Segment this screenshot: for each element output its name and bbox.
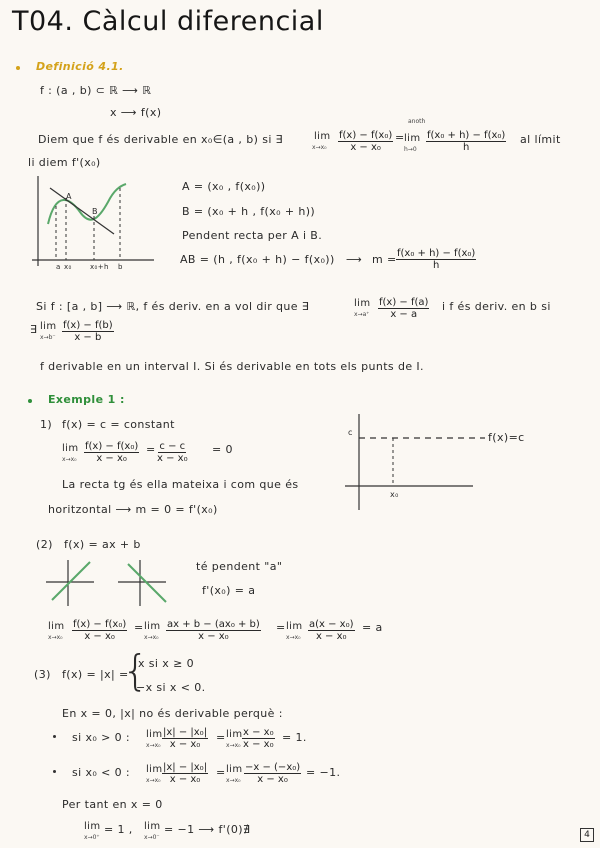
h-quotient	[426, 130, 506, 153]
limit-text: al límit	[520, 133, 561, 146]
e2-equals-2: =	[276, 621, 286, 634]
definition-label: Definició 4.1.	[36, 60, 124, 73]
e2-lim-3: lim	[286, 621, 303, 632]
e2-quotient-3	[308, 619, 355, 642]
slope-text: Pendent recta per A i B.	[182, 229, 323, 242]
e3-b1-quotient-2	[242, 727, 275, 750]
e3-b2-quotient-1	[162, 762, 208, 785]
derivative-name-text: li diem f'(x₀)	[28, 156, 101, 169]
lim-b-subscript: x→b⁻	[40, 334, 56, 341]
e3-lim-plus: lim	[84, 821, 101, 832]
e1-lim: lim	[62, 443, 79, 454]
e2-text-1: té pendent "a"	[196, 560, 283, 573]
e2-lim-2: lim	[144, 621, 161, 632]
e3-b2-lim-2-sub: x→x₀	[226, 777, 241, 784]
e1-text-2: horitzontal ⟶ m = 0 = f'(x₀)	[48, 503, 218, 516]
numerator: c − c	[159, 441, 186, 452]
e2-result: = a	[362, 621, 383, 634]
e2-definition: f(x) = ax + b	[64, 538, 141, 551]
e3-number: (3)	[34, 668, 51, 681]
label-b: b	[118, 263, 123, 271]
denominator: x − x₀	[169, 739, 201, 750]
e3-b1-lim-2: lim	[226, 729, 243, 740]
denominator: x − x₀	[84, 631, 115, 642]
c-label: c	[348, 428, 353, 437]
interval-text-1b: i f és deriv. en b si	[442, 300, 551, 313]
numerator: |x| − |x₀|	[163, 762, 208, 773]
interval-text-1: Si f : [a , b] ⟶ ℝ, f és deriv. en a vol dir que ∃	[36, 300, 310, 313]
equals-sign: =	[395, 131, 405, 144]
lim-h-symbol: lim	[404, 133, 421, 144]
numerator: x − x₀	[243, 727, 274, 738]
vector-AB: AB = (h , f(x₀ + h) − f(x₀))	[180, 253, 335, 266]
numerator: f(x) − f(x₀)	[85, 441, 139, 452]
interval-text-2: f derivable en un interval I. Si és derivable en tots els punts de I.	[40, 360, 424, 373]
x0-label: x₀	[390, 490, 399, 499]
e1-lim-sub: x→x₀	[62, 456, 77, 463]
e3-b1-lim-2-sub: x→x₀	[226, 742, 241, 749]
label-B: B	[92, 207, 98, 216]
e2-lim-3-sub: x→x₀	[286, 634, 301, 641]
numerator: a(x − x₀)	[309, 619, 354, 630]
numerator: −x − (−x₀)	[245, 762, 301, 773]
lim-symbol: lim	[314, 131, 331, 142]
map-line-2: x ⟶ f(x)	[110, 106, 162, 119]
e1-number: 1)	[40, 418, 53, 431]
brace-icon: {	[122, 646, 150, 695]
e3-final-1: = 1 ,	[104, 823, 133, 836]
line-graph-increasing	[46, 560, 106, 610]
denominator: x − x₀	[169, 774, 201, 785]
e3-case-1: x si x ≥ 0	[138, 657, 195, 670]
numerator: |x| − |x₀|	[163, 727, 208, 738]
e3-b1-lim-1-sub: x→x₀	[146, 742, 161, 749]
e3-bullet-1: si x₀ > 0 :	[72, 731, 131, 744]
e3-lim-plus-sub: x→0⁺	[84, 834, 100, 841]
e2-lim-2-sub: x→x₀	[144, 634, 159, 641]
e2-lim-1-sub: x→x₀	[48, 634, 63, 641]
numerator: f(x₀ + h) − f(x₀)	[427, 130, 506, 141]
bullet-icon	[53, 735, 56, 738]
fx-c-label: f(x)=c	[488, 431, 525, 444]
point-B: B = (x₀ + h , f(x₀ + h))	[182, 205, 316, 218]
e3-conclusion: Per tant en x = 0	[62, 798, 163, 811]
map-line-1: f : (a , b) ⊂ ℝ ⟶ ℝ	[40, 84, 152, 97]
numerator: f(x) − f(a)	[379, 297, 429, 308]
m-equals: m =	[372, 253, 397, 266]
bullet-icon	[16, 66, 20, 70]
bullet-icon	[53, 770, 56, 773]
constant-graph	[345, 414, 495, 514]
e1-quotient-2	[156, 441, 189, 464]
e3-b2-lim-2: lim	[226, 764, 243, 775]
lim-subscript: x→x₀	[312, 144, 327, 151]
numerator: f(x₀ + h) − f(x₀)	[397, 248, 476, 259]
function-curve	[48, 184, 126, 224]
point-A: A = (x₀ , f(x₀))	[182, 180, 266, 193]
denominator: x − x₀	[315, 631, 347, 642]
anoth-note: anoth	[408, 118, 426, 125]
e2-quotient-2	[166, 619, 261, 642]
denominator: x − x₀	[96, 453, 127, 464]
lim-h-subscript: h→0	[404, 146, 417, 153]
e3-b1-quotient-1	[162, 727, 208, 750]
right-derivative-quotient	[378, 297, 429, 320]
denominator: x − a	[390, 309, 418, 320]
left-derivative-quotient	[62, 320, 114, 343]
e3-b1-result: = 1.	[282, 731, 307, 744]
e3-b2-lim-1: lim	[146, 764, 163, 775]
e3-definition: f(x) = |x| =	[62, 668, 129, 681]
e2-quotient-1	[72, 619, 127, 642]
e3-b2-quotient-2	[244, 762, 301, 785]
e1-quotient-1	[84, 441, 139, 464]
secant-graph	[30, 176, 160, 276]
e1-result: = 0	[212, 443, 233, 456]
e2-equals-1: =	[134, 621, 144, 634]
e3-b2-result: = −1.	[306, 766, 341, 779]
label-x0h: x₀+h	[90, 263, 109, 271]
label-A: A	[66, 192, 72, 201]
e3-lim-minus: lim	[144, 821, 161, 832]
denominator: x − x₀	[350, 142, 381, 153]
exists-symbol: ∃	[30, 323, 38, 336]
lim-b-symbol: lim	[40, 321, 57, 332]
e3-case-2: −x si x < 0.	[136, 681, 206, 694]
numerator: f(x) − f(x₀)	[339, 130, 393, 141]
page-number: 4	[580, 828, 594, 842]
e3-lim-minus-sub: x→0⁻	[144, 834, 160, 841]
denominator: x − x₀	[198, 631, 229, 642]
lim-a-symbol: lim	[354, 298, 371, 309]
e2-number: (2)	[36, 538, 53, 551]
e2-text-2: f'(x₀) = a	[202, 584, 256, 597]
denominator: h	[432, 260, 440, 271]
example-label: Exemple 1 :	[48, 393, 125, 406]
e3-b2-equals: =	[216, 766, 226, 779]
line-graph-decreasing	[118, 560, 178, 610]
arrow: ⟶	[346, 253, 363, 266]
denominator: x − b	[74, 332, 102, 343]
slope-quotient	[396, 248, 476, 271]
denominator: x − x₀	[257, 774, 288, 785]
denominator: x − x₀	[157, 453, 188, 464]
derivable-definition-text: Diem que f és derivable en x₀∈(a , b) si ∃	[38, 133, 284, 146]
denominator: h	[462, 142, 470, 153]
e3-b1-equals: =	[216, 731, 226, 744]
e3-final-2: = −1 ⟶ f'(0)∄	[164, 823, 251, 836]
e3-bullet-2: si x₀ < 0 :	[72, 766, 131, 779]
e3-b2-lim-1-sub: x→x₀	[146, 777, 161, 784]
e1-text-1: La recta tg és ella mateixa i com que és	[62, 478, 299, 491]
difference-quotient	[338, 130, 393, 153]
secant-line	[50, 188, 114, 234]
e1-equals: =	[146, 443, 156, 456]
numerator: f(x) − f(x₀)	[73, 619, 127, 630]
e2-lim-1: lim	[48, 621, 65, 632]
e3-text: En x = 0, |x| no és derivable perquè :	[62, 707, 283, 720]
denominator: x − x₀	[243, 739, 274, 750]
numerator: f(x) − f(b)	[63, 320, 113, 331]
e3-b1-lim-1: lim	[146, 729, 163, 740]
numerator: ax + b − (ax₀ + b)	[167, 619, 260, 630]
lim-a-subscript: x→a⁺	[354, 311, 370, 318]
label-x0: x₀	[64, 263, 72, 271]
label-a: a	[56, 263, 61, 271]
page-title: T04. Càlcul diferencial	[12, 6, 324, 37]
bullet-icon	[28, 399, 32, 403]
e1-definition: f(x) = c = constant	[62, 418, 175, 431]
